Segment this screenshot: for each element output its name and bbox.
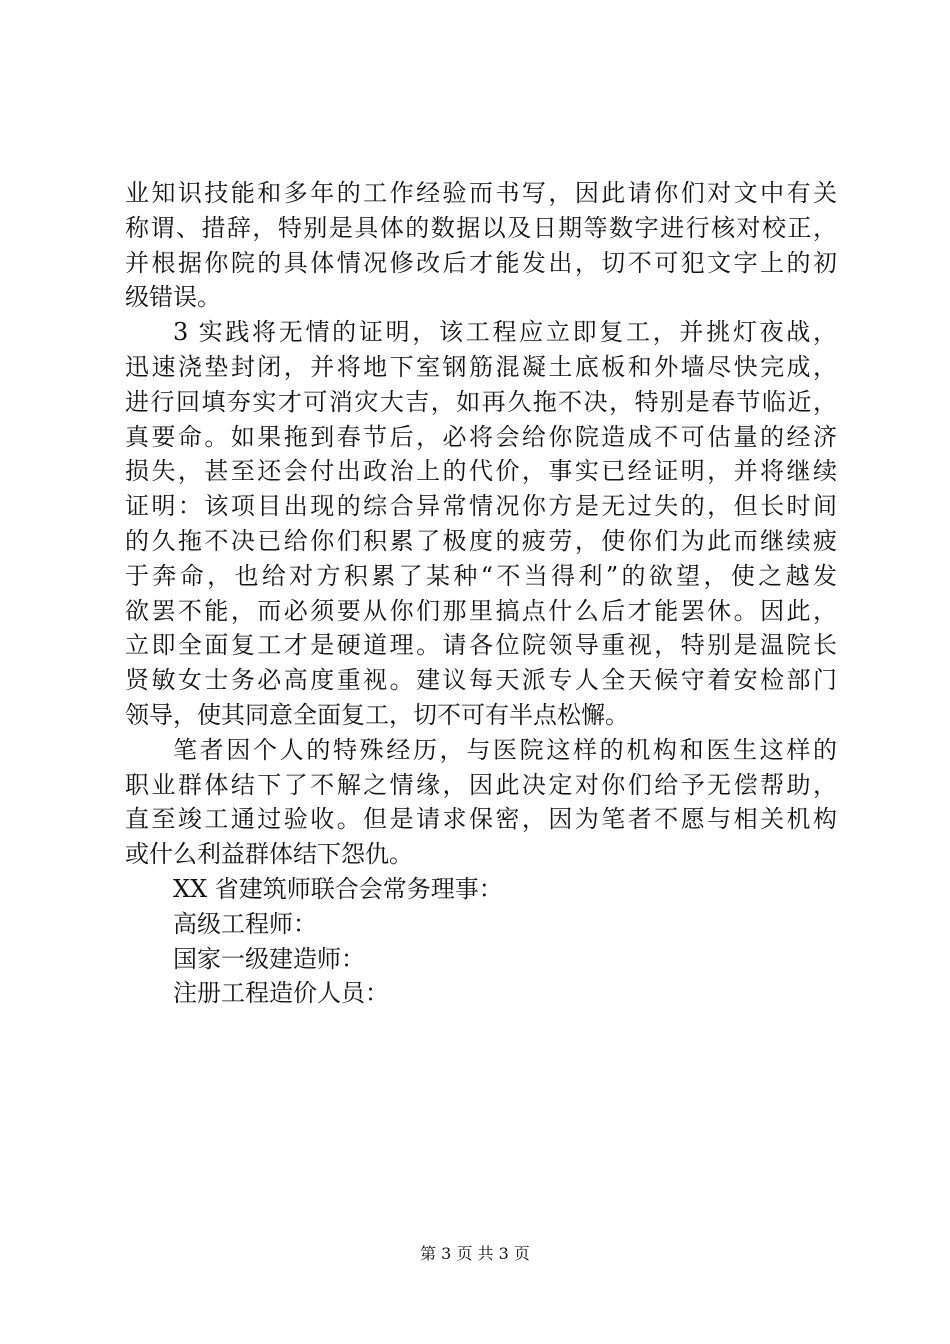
document-body bbox=[125, 176, 837, 1011]
text-line: 级错误。 bbox=[125, 283, 221, 312]
text-line: 的久拖不决已给你们积累了极度的疲劳，使你们为此而继续疲 bbox=[125, 526, 837, 555]
text-line: 欲罢不能，而必须要从你们那里搞点什么后才能罢休。因此， bbox=[125, 596, 837, 625]
text-line: 或什么利益群体结下怨仇。 bbox=[125, 840, 413, 869]
text-line: 立即全面复工才是硬道理。请各位院领导重视，特别是温院长 bbox=[125, 631, 837, 660]
text-line: 笔者因个人的特殊经历，与医院这样的机构和医生这样的 bbox=[173, 735, 837, 764]
text-line: 贤敏女士务必高度重视。建议每天派专人全天候守着安检部门 bbox=[125, 666, 837, 695]
text-line: 国家一级建造师： bbox=[173, 944, 365, 973]
text-line: 证明：该项目出现的综合异常情况你方是无过失的，但长时间 bbox=[125, 492, 837, 521]
text-line: XX 省建筑师联合会常务理事： bbox=[173, 874, 503, 903]
text-line: 迅速浇垫封闭，并将地下室钢筋混凝土底板和外墙尽快完成， bbox=[125, 352, 837, 381]
text-line: 进行回填夯实才可消灾大吉，如再久拖不决，特别是春节临近， bbox=[125, 387, 837, 416]
text-line: 损失，甚至还会付出政治上的代价，事实已经证明，并将继续 bbox=[125, 457, 837, 486]
text-line: 领导，使其同意全面复工，切不可有半点松懈。 bbox=[125, 700, 629, 729]
text-line: 职业群体结下了不解之情缘，因此决定对你们给予无偿帮助， bbox=[125, 770, 837, 799]
page-footer: 第 3 页 共 3 页 bbox=[420, 1244, 530, 1263]
text-line: 高级工程师： bbox=[173, 909, 317, 938]
text-line: 注册工程造价人员： bbox=[173, 979, 389, 1008]
text-line: 直至竣工通过验收。但是请求保密，因为笔者不愿与相关机构 bbox=[125, 805, 837, 834]
text-line: 称谓、措辞，特别是具体的数据以及日期等数字进行核对校正， bbox=[125, 213, 837, 242]
text-line: 真要命。如果拖到春节后，必将会给你院造成不可估量的经济 bbox=[125, 422, 837, 451]
text-line: 3 实践将无情的证明，该工程应立即复工，并挑灯夜战， bbox=[173, 318, 837, 347]
text-line: 于奔命，也给对方积累了某种“不当得利”的欲望，使之越发 bbox=[125, 561, 837, 590]
text-line: 业知识技能和多年的工作经验而书写，因此请你们对文中有关 bbox=[125, 179, 837, 207]
text-line: 并根据你院的具体情况修改后才能发出，切不可犯文字上的初 bbox=[125, 248, 837, 277]
